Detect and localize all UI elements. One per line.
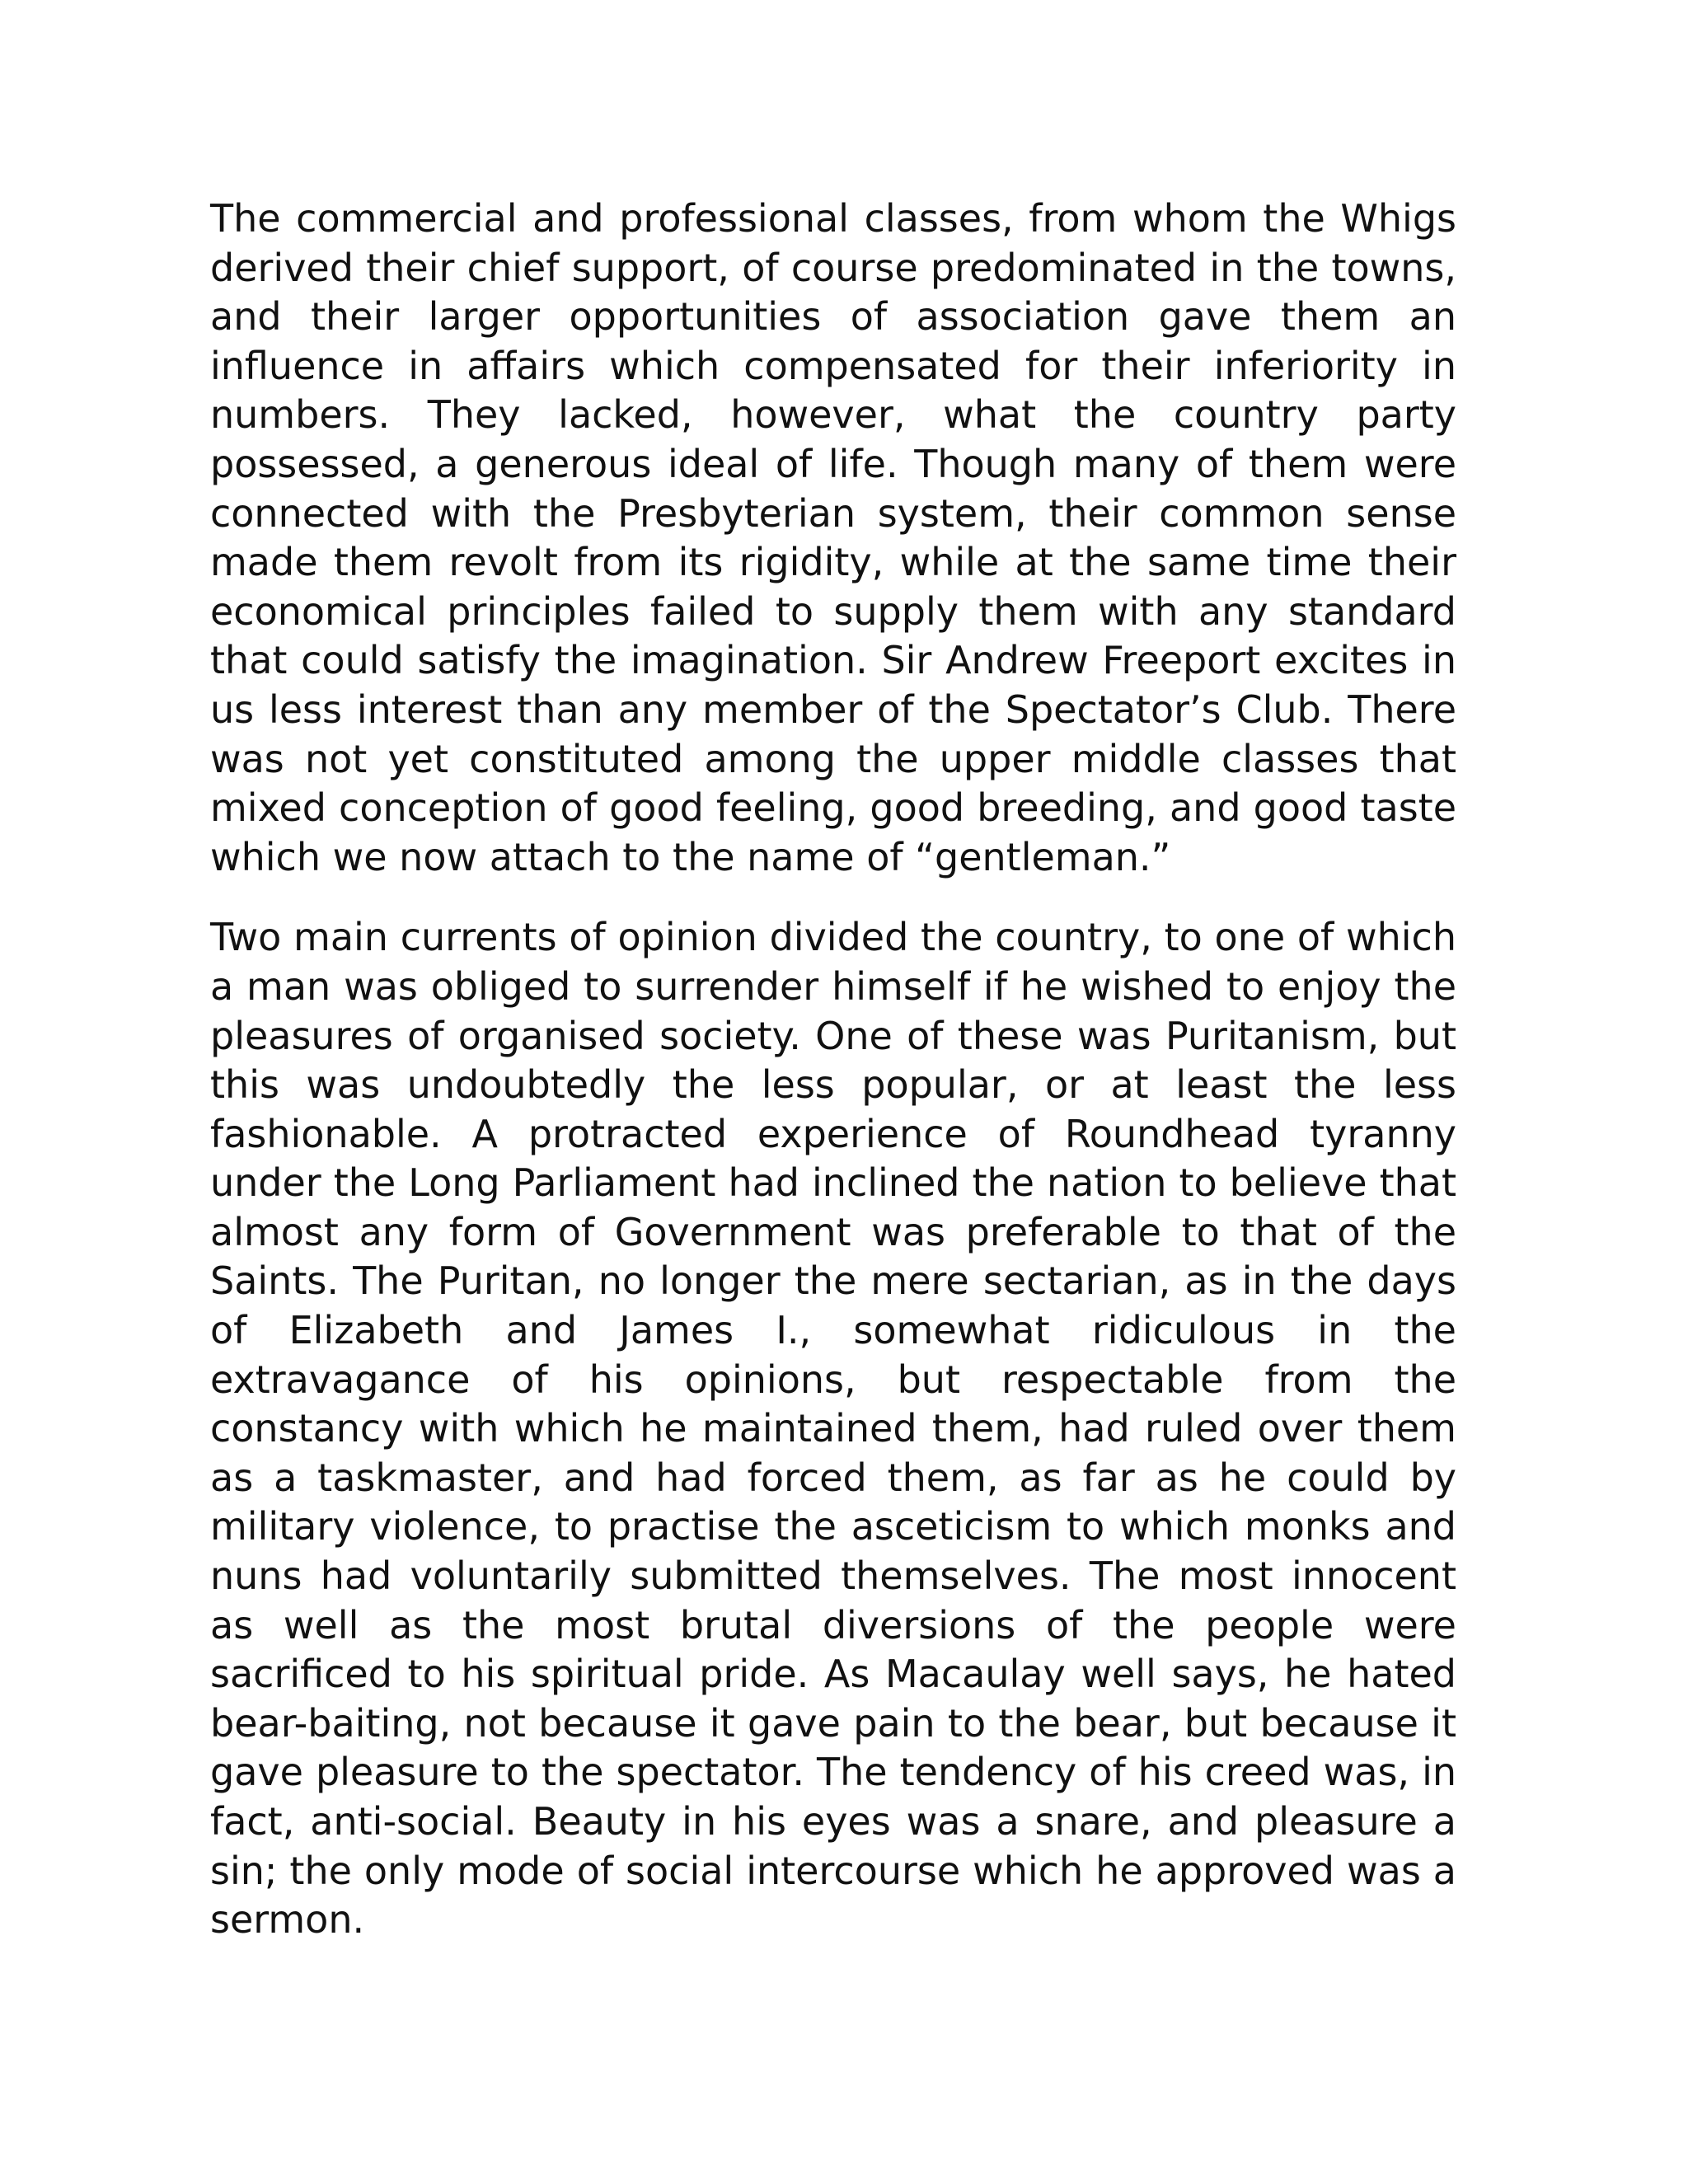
document-page — [210, 194, 1456, 1945]
paragraph-2: Two main currents of opinion divided the country, to one of which a man was obliged to surrender himself if he wished to enjoy the pleasures of organised society. One of these was Puritanism, but this was undoubtedly the less popular, or at least the less fashionable. A protracted experience of Roundhead tyranny under the Long Parliament had inclined the nation to believe that almost any form of Government was preferable to that of the Saints. The Puritan, no longer the mere sectarian, as in the days of Elizabeth and James I., somewhat ridiculous in the extravagance of his opinions, but respectable from the constancy with which he maintained them, had ruled over them as a taskmaster, and had forced them, as far as he could by military violence, to practise the asceticism to which monks and nuns had voluntarily submitted themselves. The most innocent as well as the most brutal diversions of the people were sacrificed to his spiritual pride. As Macaulay well says, he hated bear-baiting, not because it gave pain to the bear, but because it gave pleasure to the spectator. The tendency of his creed was, in fact, anti-social. Beauty in his eyes was a snare, and pleasure a sin; the only mode of social intercourse which he approved was a sermon. — [210, 915, 1456, 1943]
paragraph-1: The commercial and professional classes, from whom the Whigs derived their chief support, of course predominated in the towns, and their larger opportunities of association gave them an influence in affairs which compensated for their inferiority in numbers. They lacked, however, what the country party possessed, a generous ideal of life. Though many of them were connected with the Presbyterian system, their common sense made them revolt from its rigidity, while at the same time their economical principles failed to supply them with any standard that could satisfy the imagination. Sir Andrew Freeport excites in us less interest than any member of the Spectator’s Club. There was not yet constituted among the upper middle classes that mixed conception of good feeling, good breeding, and good taste which we now attach to the name of “gentleman.” — [210, 196, 1456, 879]
